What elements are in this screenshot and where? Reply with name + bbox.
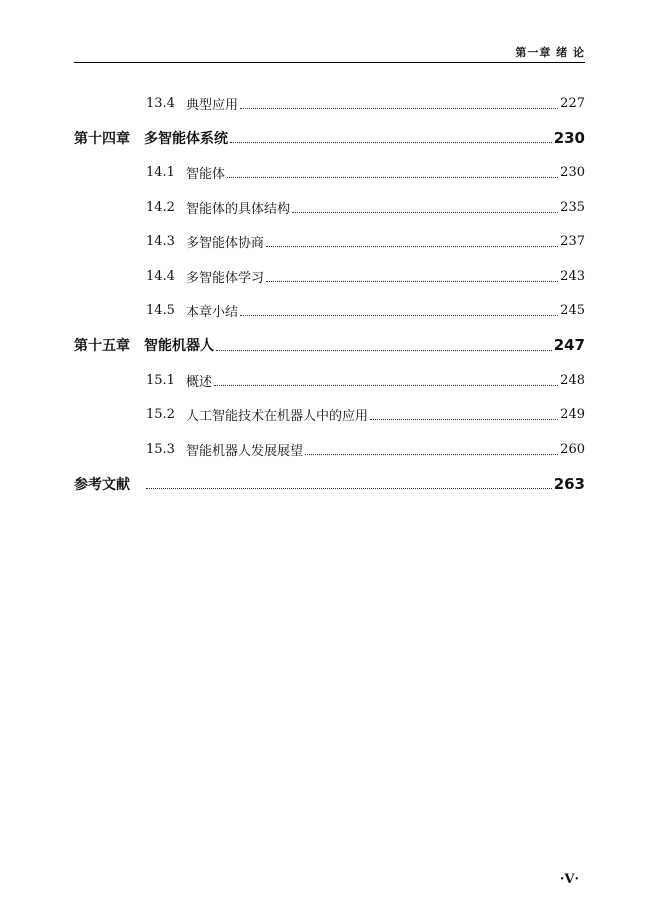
toc-page: 235 [560, 199, 585, 215]
toc-number: 14.5 [146, 303, 175, 319]
table-of-contents [74, 86, 585, 501]
toc-title: 典型应用 [186, 97, 239, 113]
toc-title: 智能机器人 [144, 338, 214, 355]
toc-number: 15.3 [146, 441, 175, 457]
toc-title: 智能体的具体结构 [186, 201, 291, 217]
toc-title: 智能机器人发展展望 [186, 443, 304, 459]
toc-title: 多智能体系统 [144, 130, 228, 147]
toc-title: 本章小结 [186, 305, 239, 321]
toc-row-15-1[interactable] [74, 363, 585, 398]
toc-number: 14.1 [146, 164, 175, 180]
toc-row-15-3[interactable] [74, 432, 585, 467]
dot-leader [216, 350, 552, 351]
dot-leader [266, 281, 558, 282]
toc-page: 248 [560, 372, 585, 388]
toc-number: 14.3 [146, 234, 175, 250]
toc-row-14-5[interactable] [74, 294, 585, 329]
running-header [74, 44, 585, 63]
toc-title: 概述 [186, 374, 213, 390]
dot-leader [266, 246, 558, 247]
dot-leader [240, 315, 558, 316]
toc-number: 参考文献 [74, 476, 130, 493]
toc-row-14-2[interactable] [74, 190, 585, 225]
toc-references[interactable] [74, 467, 585, 502]
toc-number: 15.1 [146, 372, 175, 388]
toc-number: 13.4 [146, 95, 175, 111]
toc-row-14-1[interactable] [74, 155, 585, 190]
toc-number: 15.2 [146, 407, 175, 423]
page-number: ·V· [559, 872, 579, 887]
toc-title: 多智能体学习 [186, 270, 265, 286]
toc-number: 第十四章 [74, 130, 130, 147]
dot-leader [292, 212, 558, 213]
toc-number: 14.4 [146, 268, 175, 284]
toc-page: 245 [560, 303, 585, 319]
toc-title: 智能体 [186, 166, 226, 182]
toc-page: 230 [553, 128, 585, 147]
toc-number: 第十五章 [74, 338, 130, 355]
toc-row-15-2[interactable] [74, 397, 585, 432]
toc-page: 247 [553, 336, 585, 355]
toc-title: 人工智能技术在机器人中的应用 [186, 409, 369, 425]
dot-leader [214, 385, 558, 386]
dot-leader [230, 142, 552, 143]
dot-leader [370, 419, 558, 420]
dot-leader [146, 488, 552, 489]
dot-leader [240, 108, 558, 109]
toc-page: 260 [560, 441, 585, 457]
toc-page: 249 [560, 407, 585, 423]
toc-row-13-4[interactable] [74, 86, 585, 121]
toc-row-14-4[interactable] [74, 259, 585, 294]
toc-page: 227 [560, 95, 585, 111]
toc-number: 14.2 [146, 199, 175, 215]
toc-page: 243 [560, 268, 585, 284]
running-title: 第一章 绪 论 [515, 46, 585, 59]
toc-row-14-3[interactable] [74, 224, 585, 259]
toc-chapter-15[interactable] [74, 328, 585, 363]
toc-page: 230 [560, 164, 585, 180]
toc-title: 多智能体协商 [186, 236, 265, 252]
toc-chapter-14[interactable] [74, 121, 585, 156]
toc-page: 263 [553, 474, 585, 493]
toc-page: 237 [560, 234, 585, 250]
dot-leader [227, 177, 558, 178]
dot-leader [305, 454, 558, 455]
